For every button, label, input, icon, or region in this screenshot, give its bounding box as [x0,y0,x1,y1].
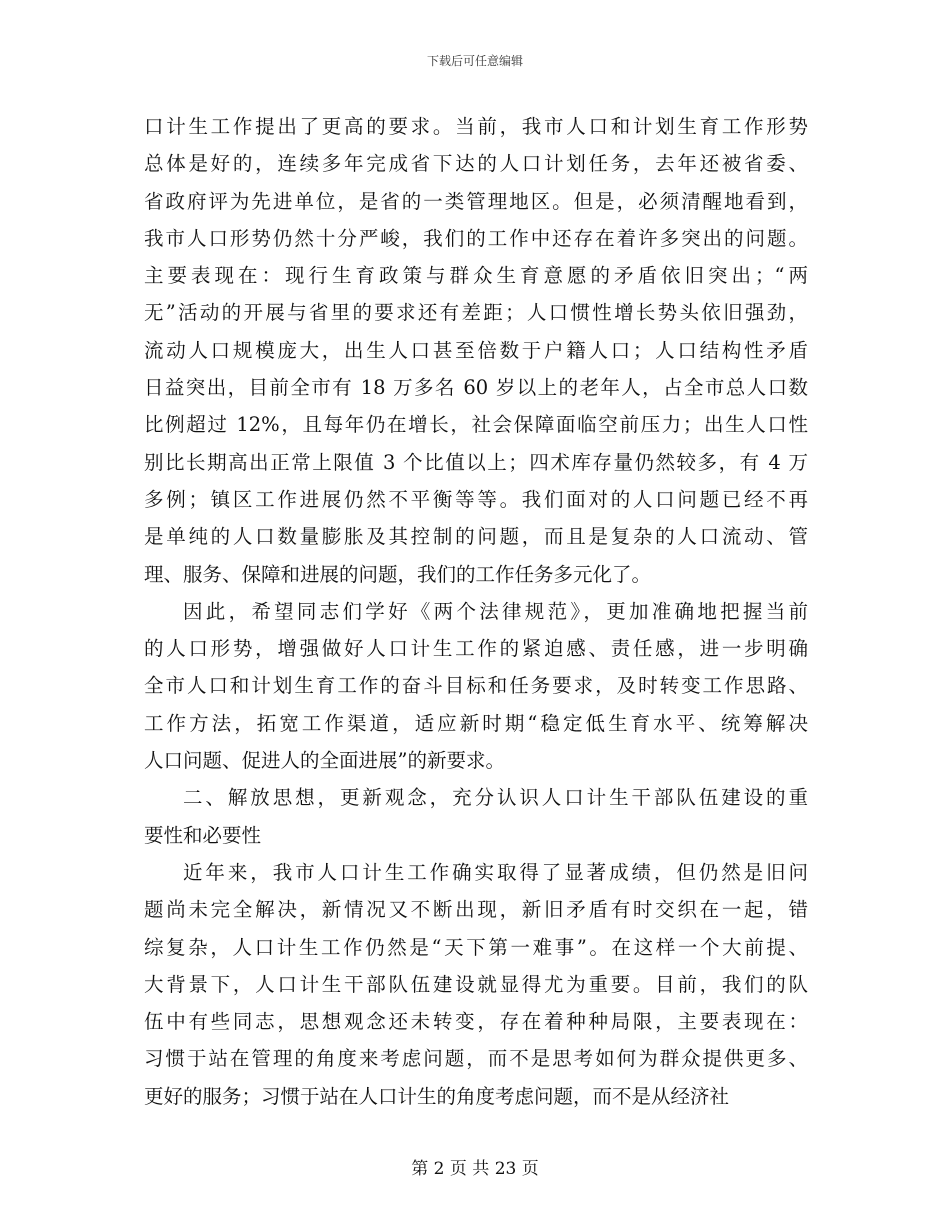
text-line: 主要表现在：现行生育政策与群众生育意愿的矛盾依旧突出；“两 [144,264,808,288]
page-header: 下载后可任意编辑 [426,54,523,68]
text-line: 题尚未完全解决，新情况又不断出现，新旧矛盾有时交织在一起，错 [144,898,808,922]
text-line: 更好的服务；习惯于站在人口计生的角度考虑问题，而不是从经济社 [144,1084,730,1108]
text-line: 别比长期高出正常上限值 3 个比值以上；四术库存量仍然较多，有 4 万 [144,450,808,474]
text-line: 近年来，我市人口计生工作确实取得了显著成绩，但仍然是旧问 [183,860,808,884]
text-line: 因此，希望同志们学好《两个法律规范》，更加准确地把握当前 [183,599,808,623]
text-line: 要性和必要性 [144,823,262,847]
text-line: 比例超过 12%，且每年仍在增长，社会保障面临空前压力；出生人口性 [144,413,808,437]
paragraph [144,779,808,854]
text-line: 工作方法，拓宽工作渠道，适应新时期“稳定低生育水平、统筹解决 [144,711,808,735]
paragraph [144,854,808,1115]
text-line: 的人口形势，增强做好人口计生工作的紧迫感、责任感，进一步明确 [144,637,808,661]
paragraph [144,108,808,593]
text-line: 大背景下，人口计生干部队伍建设就显得尤为重要。目前，我们的队 [144,972,808,996]
text-line: 多例；镇区工作进展仍然不平衡等等。我们面对的人口问题已经不再 [144,487,808,511]
document-body [144,108,808,1115]
text-line: 总体是好的，连续多年完成省下达的人口计划任务，去年还被省委、 [144,152,808,176]
text-line: 是单纯的人口数量膨胀及其控制的问题，而且是复杂的人口流动、管 [144,525,808,549]
page-number: 第 2 页 共 23 页 [411,1159,539,1179]
text-line: 理、服务、保障和进展的问题，我们的工作任务多元化了。 [144,562,652,586]
text-line: 日益突出，目前全市有 18 万多名 60 岁以上的老年人，占全市总人口数 [144,376,808,400]
text-line: 人口问题、促进人的全面进展”的新要求。 [144,749,505,773]
text-line: 我市人口形势仍然十分严峻，我们的工作中还存在着许多突出的问题。 [144,226,808,250]
text-line: 口计生工作提出了更高的要求。当前，我市人口和计划生育工作形势 [144,115,808,138]
text-line: 全市人口和计划生育工作的奋斗目标和任务要求，及时转变工作思路、 [144,674,808,698]
text-line: 二、解放思想，更新观念，充分认识人口计生干部队伍建设的重 [183,786,808,810]
text-line: 无”活动的开展与省里的要求还有差距；人口惯性增长势头依旧强劲， [144,301,808,325]
text-line: 综复杂，人口计生工作仍然是“天下第一难事”。在这样一个大前提、 [144,935,808,959]
text-line: 省政府评为先进单位，是省的一类管理地区。但是，必须清醒地看到， [144,189,808,213]
text-line: 习惯于站在管理的角度来考虑问题，而不是思考如何为群众提供更多、 [144,1047,808,1071]
text-line: 伍中有些同志，思想观念还未转变，存在着种种局限，主要表现在： [144,1010,808,1034]
text-line: 流动人口规模庞大，出生人口甚至倍数于户籍人口；人口结构性矛盾 [144,338,808,362]
paragraph [144,593,808,779]
